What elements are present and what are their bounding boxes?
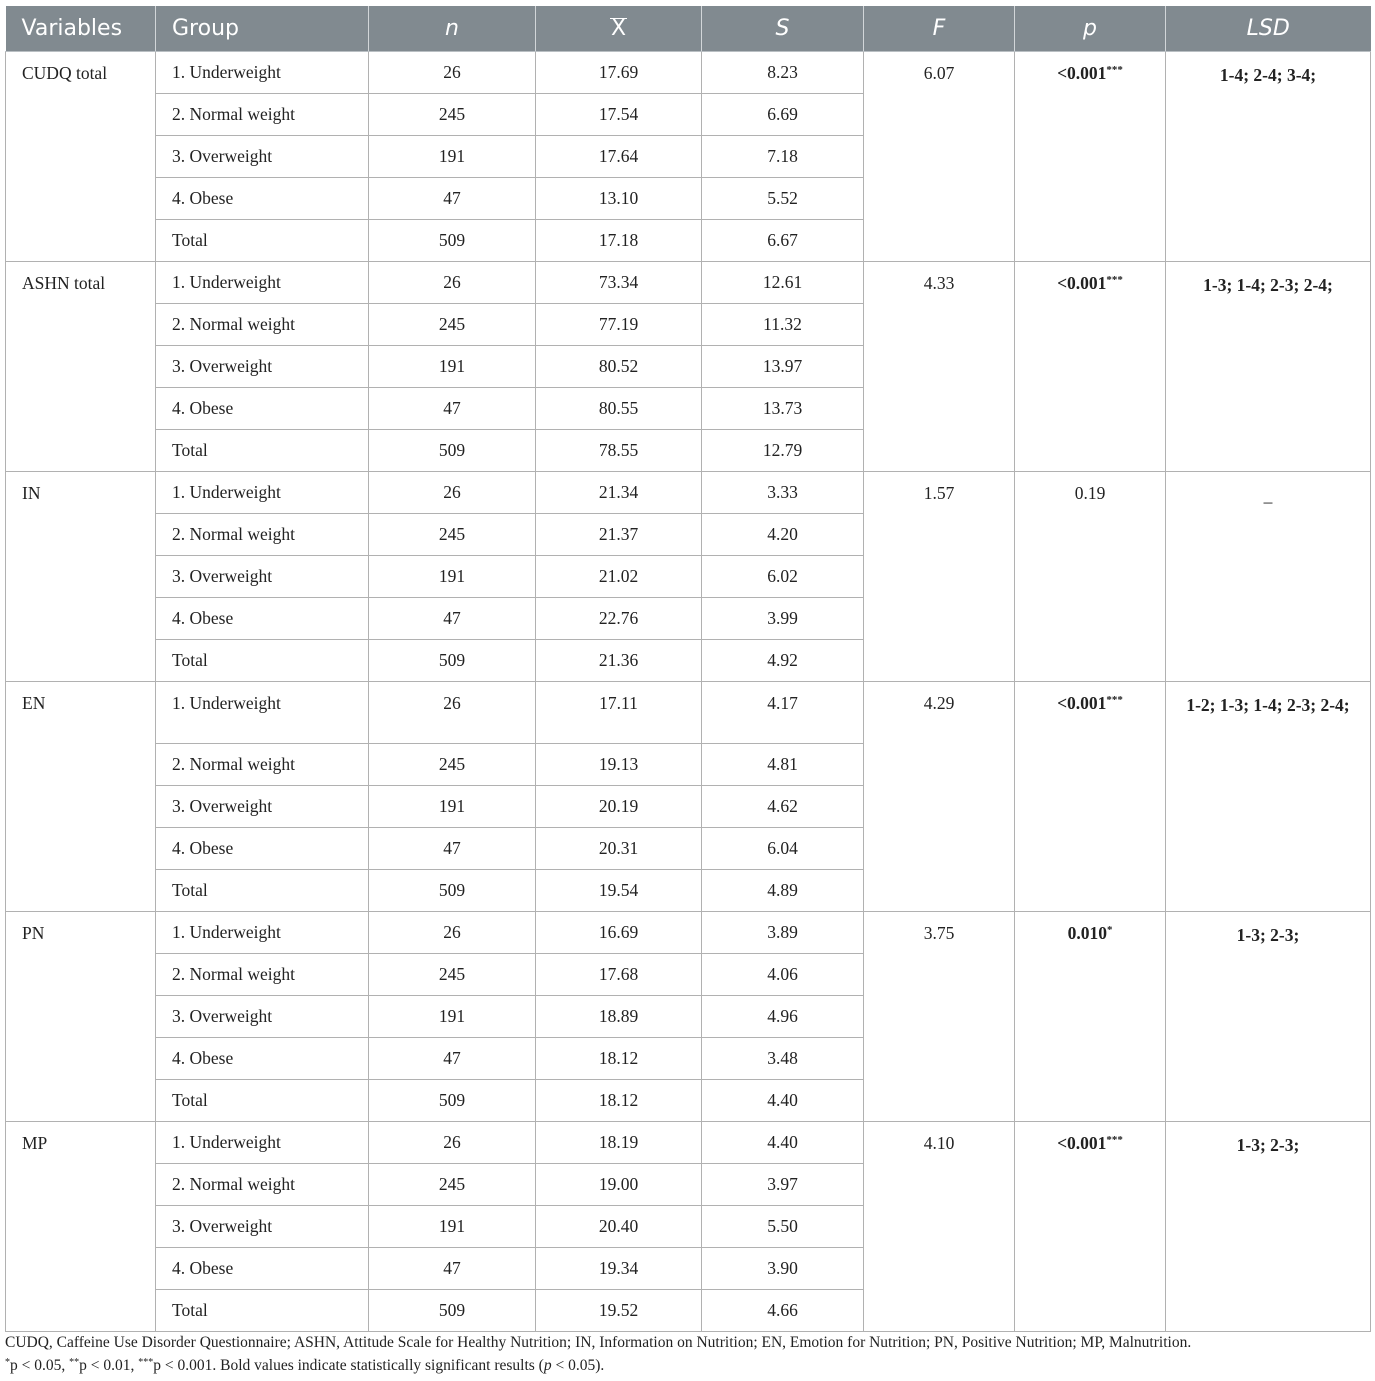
header-p: p [1015,6,1166,52]
sd-cell: 6.04 [702,828,864,870]
sd-cell: 7.18 [702,136,864,178]
variable-cell: CUDQ total [6,52,156,262]
mean-cell: 19.13 [536,744,702,786]
n-cell: 191 [369,556,536,598]
variable-cell: MP [6,1122,156,1332]
group-cell: 2. Normal weight [156,744,369,786]
mean-cell: 17.64 [536,136,702,178]
significance-stars: * [1106,924,1113,936]
mean-cell: 21.37 [536,514,702,556]
table-row [6,472,1371,514]
group-cell: Total [156,430,369,472]
sd-cell: 4.81 [702,744,864,786]
sd-cell: 4.17 [702,682,864,744]
mean-cell: 77.19 [536,304,702,346]
n-cell: 245 [369,954,536,996]
footnote-sig-3: p < 0.001. Bold values indicate statistically significant results ( [153,1357,544,1374]
variable-cell: EN [6,682,156,912]
group-cell: 3. Overweight [156,1206,369,1248]
sd-cell: 4.20 [702,514,864,556]
group-cell: 3. Overweight [156,556,369,598]
variable-cell: ASHN total [6,262,156,472]
sd-cell: 8.23 [702,52,864,94]
n-cell: 245 [369,744,536,786]
n-cell: 26 [369,472,536,514]
header-sd: S [702,6,864,52]
n-cell: 509 [369,1080,536,1122]
n-cell: 509 [369,430,536,472]
group-cell: 1. Underweight [156,262,369,304]
mean-cell: 19.52 [536,1290,702,1332]
lsd-cell: _ [1166,472,1371,682]
n-cell: 47 [369,388,536,430]
p-value: <0.001 [1057,63,1107,83]
p-value-cell [1015,52,1166,262]
sd-cell: 3.97 [702,1164,864,1206]
f-value-cell: 3.75 [864,912,1015,1122]
f-value-cell: 4.33 [864,262,1015,472]
results-table-container [5,6,1370,1332]
mean-cell: 80.55 [536,388,702,430]
sd-cell: 13.73 [702,388,864,430]
lsd-cell: 1-3; 2-3; [1166,912,1371,1122]
p-value-cell [1015,682,1166,912]
p-value-cell [1015,262,1166,472]
significance-stars: *** [1106,64,1123,76]
footnote-p: p [543,1357,552,1374]
mean-cell: 73.34 [536,262,702,304]
n-cell: 509 [369,640,536,682]
footnote-sig-end: < 0.05). [551,1357,605,1374]
group-cell: 4. Obese [156,388,369,430]
group-cell: 4. Obese [156,1248,369,1290]
n-cell: 47 [369,598,536,640]
group-cell: 2. Normal weight [156,514,369,556]
sd-cell: 11.32 [702,304,864,346]
n-cell: 509 [369,220,536,262]
table-row [6,262,1371,304]
header-f: F [864,6,1015,52]
footnote-sig-1: p < 0.05, [10,1357,70,1374]
p-value: <0.001 [1057,1133,1107,1153]
mean-cell: 13.10 [536,178,702,220]
significance-stars: *** [1106,1134,1123,1146]
sd-cell: 5.50 [702,1206,864,1248]
group-cell: 3. Overweight [156,136,369,178]
sd-cell: 3.90 [702,1248,864,1290]
sd-cell: 4.06 [702,954,864,996]
mean-cell: 21.02 [536,556,702,598]
group-cell: 4. Obese [156,1038,369,1080]
group-cell: Total [156,640,369,682]
n-cell: 26 [369,262,536,304]
sd-cell: 4.62 [702,786,864,828]
n-cell: 26 [369,912,536,954]
table-footnote [5,1331,1370,1379]
footnote-star-1: * [5,1357,10,1368]
mean-cell: 21.36 [536,640,702,682]
group-cell: 4. Obese [156,178,369,220]
sd-cell: 3.33 [702,472,864,514]
sd-cell: 6.02 [702,556,864,598]
group-cell: 3. Overweight [156,996,369,1038]
n-cell: 191 [369,996,536,1038]
mean-cell: 20.19 [536,786,702,828]
n-cell: 47 [369,178,536,220]
mean-cell: 17.18 [536,220,702,262]
n-cell: 47 [369,828,536,870]
sd-cell: 3.48 [702,1038,864,1080]
header-mean [536,6,702,52]
mean-cell: 19.34 [536,1248,702,1290]
table-row [6,1122,1371,1164]
table-row [6,52,1371,94]
f-value-cell: 4.10 [864,1122,1015,1332]
n-cell: 245 [369,304,536,346]
mean-cell: 20.40 [536,1206,702,1248]
group-cell: Total [156,220,369,262]
p-value-cell [1015,1122,1166,1332]
sd-cell: 3.99 [702,598,864,640]
p-value-cell [1015,912,1166,1122]
group-cell: 4. Obese [156,828,369,870]
footnote-star-3: *** [138,1357,154,1368]
n-cell: 509 [369,1290,536,1332]
mean-cell: 19.54 [536,870,702,912]
footnote-star-2: ** [69,1357,80,1368]
mean-cell: 17.54 [536,94,702,136]
sd-cell: 4.96 [702,996,864,1038]
n-cell: 509 [369,870,536,912]
mean-cell: 18.12 [536,1038,702,1080]
group-cell: 3. Overweight [156,346,369,388]
significance-stars: *** [1106,274,1123,286]
footnote-significance [5,1354,1370,1379]
sd-cell: 4.89 [702,870,864,912]
mean-cell: 16.69 [536,912,702,954]
p-value: <0.001 [1057,273,1107,293]
group-cell: 2. Normal weight [156,304,369,346]
n-cell: 26 [369,52,536,94]
mean-cell: 18.19 [536,1122,702,1164]
mean-cell: 18.89 [536,996,702,1038]
f-value-cell: 1.57 [864,472,1015,682]
group-cell: 2. Normal weight [156,94,369,136]
group-cell: Total [156,1290,369,1332]
p-value-cell [1015,472,1166,682]
group-cell: 3. Overweight [156,786,369,828]
lsd-cell: 1-4; 2-4; 3-4; [1166,52,1371,262]
mean-cell: 21.34 [536,472,702,514]
group-cell: 1. Underweight [156,1122,369,1164]
significance-stars: *** [1106,694,1123,706]
variable-cell: PN [6,912,156,1122]
group-cell: 1. Underweight [156,52,369,94]
n-cell: 245 [369,1164,536,1206]
mean-cell: 19.00 [536,1164,702,1206]
n-cell: 47 [369,1248,536,1290]
variable-cell: IN [6,472,156,682]
p-value: <0.001 [1057,693,1107,713]
sd-cell: 4.40 [702,1080,864,1122]
n-cell: 26 [369,682,536,744]
table-row [6,912,1371,954]
sd-cell: 4.92 [702,640,864,682]
anova-results-table [5,6,1371,1332]
footnote-sig-2: p < 0.01, [79,1357,139,1374]
sd-cell: 6.67 [702,220,864,262]
n-cell: 191 [369,786,536,828]
group-cell: 2. Normal weight [156,1164,369,1206]
sd-cell: 6.69 [702,94,864,136]
n-cell: 191 [369,346,536,388]
n-cell: 26 [369,1122,536,1164]
header-variables: Variables [6,6,156,52]
p-value: 0.010 [1067,923,1107,943]
mean-cell: 17.68 [536,954,702,996]
header-n: n [369,6,536,52]
mean-cell: 78.55 [536,430,702,472]
p-value: 0.19 [1074,483,1106,503]
mean-cell: 22.76 [536,598,702,640]
mean-cell: 80.52 [536,346,702,388]
n-cell: 245 [369,514,536,556]
lsd-cell: 1-2; 1-3; 1-4; 2-3; 2-4; [1166,682,1371,912]
group-cell: 1. Underweight [156,682,369,744]
group-cell: 4. Obese [156,598,369,640]
sd-cell: 13.97 [702,346,864,388]
header-row [6,6,1371,52]
mean-cell: 18.12 [536,1080,702,1122]
mean-symbol: X [610,16,627,41]
group-cell: 2. Normal weight [156,954,369,996]
n-cell: 47 [369,1038,536,1080]
header-group: Group [156,6,369,52]
mean-cell: 17.69 [536,52,702,94]
group-cell: Total [156,1080,369,1122]
lsd-cell: 1-3; 2-3; [1166,1122,1371,1332]
group-cell: Total [156,870,369,912]
table-row [6,682,1371,744]
table-body [6,52,1371,1332]
n-cell: 191 [369,1206,536,1248]
mean-cell: 20.31 [536,828,702,870]
lsd-cell: 1-3; 1-4; 2-3; 2-4; [1166,262,1371,472]
sd-cell: 3.89 [702,912,864,954]
f-value-cell: 6.07 [864,52,1015,262]
sd-cell: 12.79 [702,430,864,472]
sd-cell: 4.40 [702,1122,864,1164]
group-cell: 1. Underweight [156,912,369,954]
footnote-abbreviations: CUDQ, Caffeine Use Disorder Questionnaire; ASHN, Attitude Scale for Healthy Nutrition; IN, Information on Nutrition; EN, Emotion for Nutrition; PN, Positive Nutrition; MP, Malnutrition. [5,1334,1192,1351]
n-cell: 191 [369,136,536,178]
f-value-cell: 4.29 [864,682,1015,912]
sd-cell: 5.52 [702,178,864,220]
mean-cell: 17.11 [536,682,702,744]
sd-cell: 4.66 [702,1290,864,1332]
sd-cell: 12.61 [702,262,864,304]
group-cell: 1. Underweight [156,472,369,514]
header-lsd: LSD [1166,6,1371,52]
n-cell: 245 [369,94,536,136]
